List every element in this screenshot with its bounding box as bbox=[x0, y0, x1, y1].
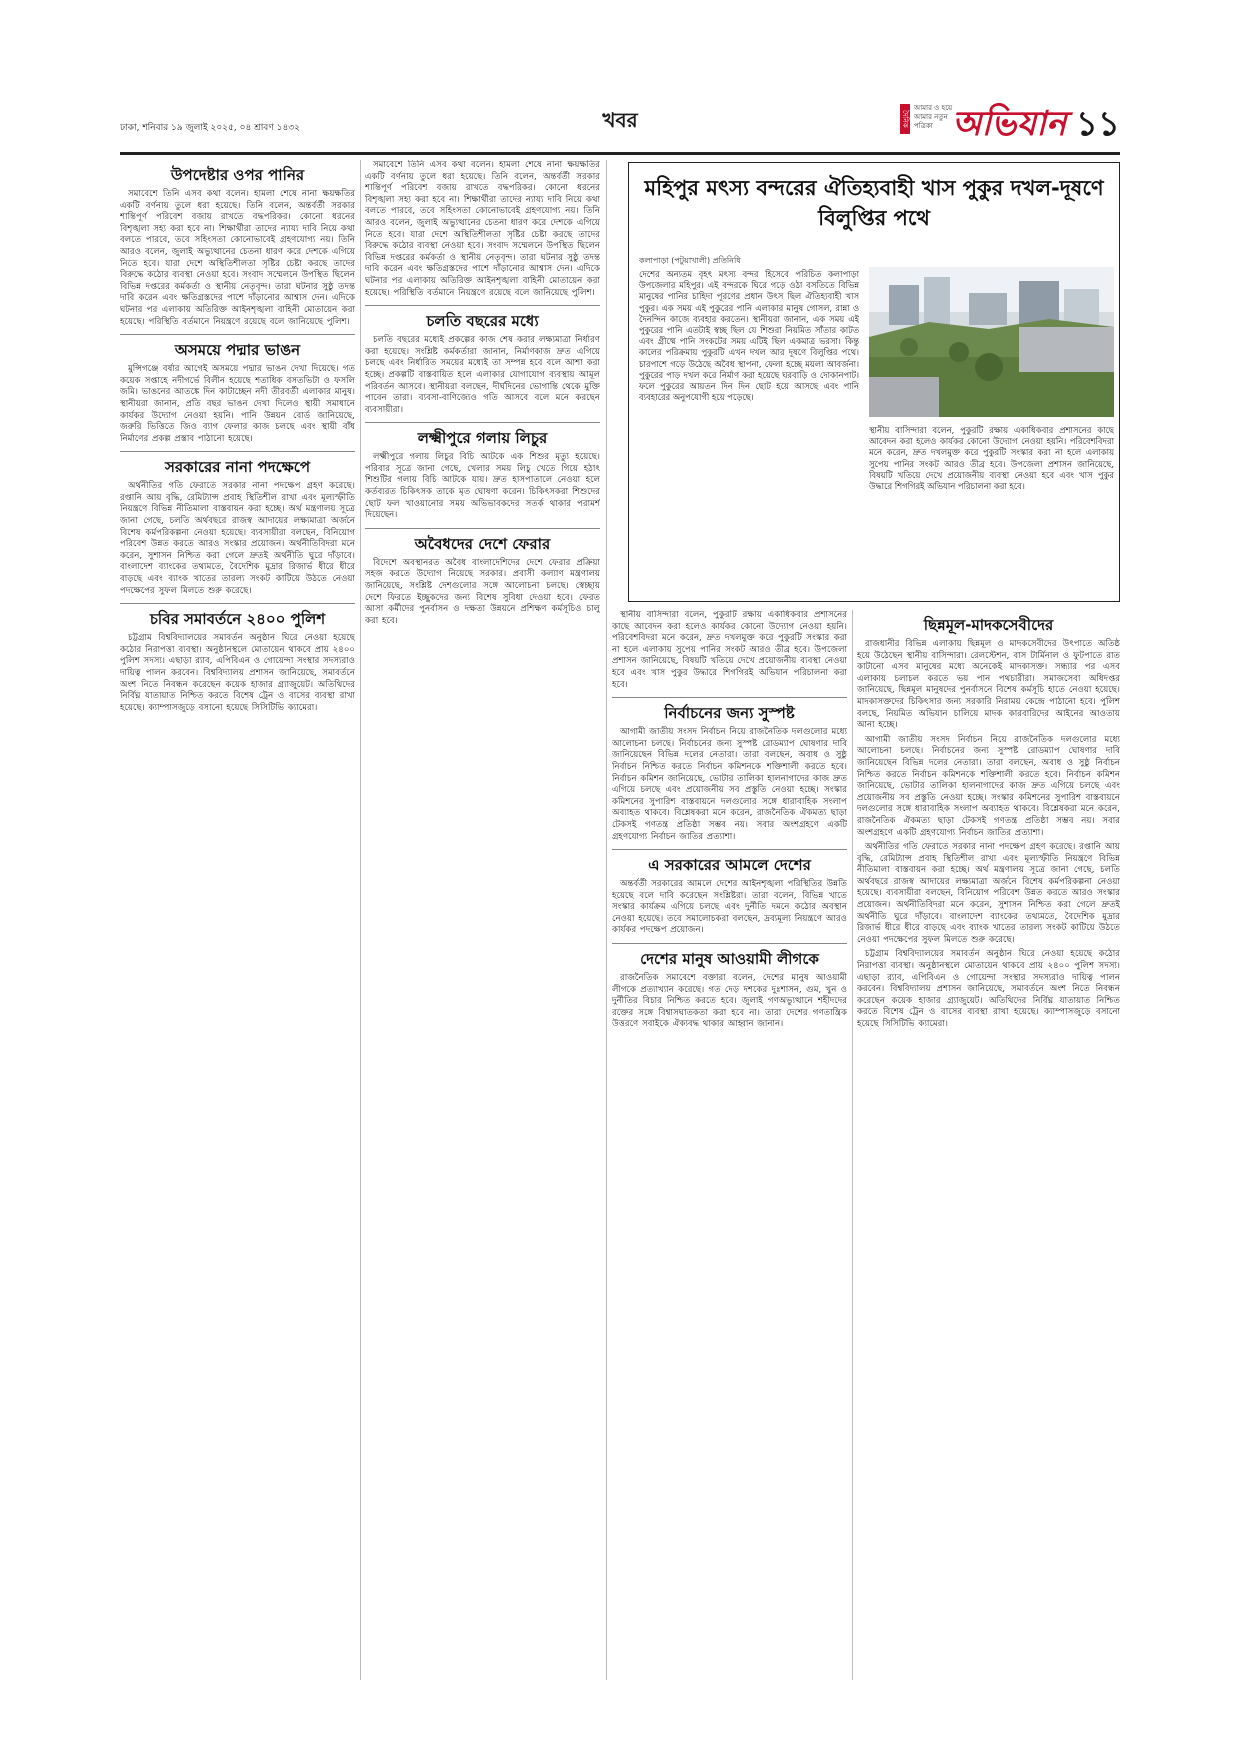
column-1 bbox=[120, 160, 355, 1680]
story-body: রাজধানীর বিভিন্ন এলাকায় ছিন্নমূল ও মাদকসেবীদের উৎপাতে অতিষ্ঠ হয়ে উঠেছেন স্থানীয় বাসিন্দারা। রেলস্টেশন, বাস টার্মিনাল ও ফুটপাতে রাত কাটানো এসব মানুষের মধ্যে অনেকেই মাদকাসক্ত। সন্ধ্যার পর এসব এলাকায় চলাচল করতে ভয় পান পথচারীরা। সমাজসেবা অধিদপ্তর জানিয়েছে, ছিন্নমূল মানুষদের পুনর্বাসনে বিশেষ কর্মসূচি হাতে নেওয়া হয়েছে। মাদকাসক্তদের চিকিৎসার জন্য সরকারি নিরাময় কেন্দ্রে পাঠানো হবে। পুলিশ বলছে, নিয়মিত অভিযান চালিয়ে মাদক কারবারিদের আইনের আওতায় আনা হচ্ছে। bbox=[857, 639, 1120, 731]
story-body: আগামী জাতীয় সংসদ নির্বাচন নিয়ে রাজনৈতিক দলগুলোর মধ্যে আলোচনা চলছে। নির্বাচনের জন্য সুস্পষ্ট রোডম্যাপ ঘোষণার দাবি জানিয়েছেন বিভিন্ন দলের নেতারা। তারা বলছেন, অবাধ ও সুষ্ঠু নির্বাচন নিশ্চিত করতে নির্বাচন কমিশনকে শক্তিশালী করতে হবে। নির্বাচন কমিশন জানিয়েছে, ভোটার তালিকা হালনাগাদের কাজ দ্রুত এগিয়ে চলছে এবং প্রয়োজনীয় সব প্রস্তুতি নেওয়া হচ্ছে। সংস্কার কমিশনের সুপারিশ বাস্তবায়নে দলগুলোর সঙ্গে ধারাবাহিক সংলাপ অব্যাহত থাকবে। বিশ্লেষকরা মনে করেন, রাজনৈতিক ঐকমত্য ছাড়া টেকসই গণতন্ত্র প্রতিষ্ঠা সম্ভব নয়। সবার অংশগ্রহণে একটি গ্রহণযোগ্য নির্বাচন জাতির প্রত্যাশা। bbox=[857, 734, 1120, 838]
story-body: সমাবেশে তিনি এসব কথা বলেন। হামলা শেষে নানা ক্ষয়ক্ষতির একটি বর্ণনায় তুলে ধরা হয়েছে। তিনি বলেন, অন্তর্বর্তী সরকার শান্তিপূর্ণ পরিবেশ বজায় রাখতে বদ্ধপরিকর। কোনো ধরনের বিশৃঙ্খলা সহ্য করা হবে না। শিক্ষার্থীরা তাদের ন্যায্য দাবি নিয়ে কথা বলতে পারবে, তবে সহিংসতা কোনোভাবেই গ্রহণযোগ্য নয়। তিনি আরও বলেন, জুলাই অভ্যুত্থানের চেতনা ধারণ করে দেশকে এগিয়ে নিতে হবে। যারা দেশে অস্থিতিশীলতা সৃষ্টির চেষ্টা করছে তাদের বিরুদ্ধে কঠোর ব্যবস্থা নেওয়া হবে। সংবাদ সম্মেলনে উপস্থিত ছিলেন বিভিন্ন দপ্তরের কর্মকর্তা ও স্থানীয় নেতৃবৃন্দ। তারা ঘটনার সুষ্ঠু তদন্ত দাবি করেন এবং ক্ষতিগ্রস্তদের পাশে দাঁড়ানোর আশ্বাস দেন। এদিকে ঘটনার পর এলাকায় অতিরিক্ত আইনশৃঙ্খলা বাহিনী মোতায়েন করা হয়েছে। পরিস্থিতি বর্তমানে নিয়ন্ত্রণে রয়েছে বলে জানিয়েছে পুলিশ। bbox=[120, 189, 355, 327]
header-divider bbox=[120, 152, 1120, 155]
story-body: চলতি বছরের মধ্যেই প্রকল্পের কাজ শেষ করার লক্ষ্যমাত্রা নির্ধারণ করা হয়েছে। সংশ্লিষ্ট কর্মকর্তারা জানান, নির্মাণকাজ দ্রুত এগিয়ে চলছে এবং নির্ধারিত সময়ের মধ্যেই তা সম্পন্ন হবে বলে আশা করা হচ্ছে। প্রকল্পটি বাস্তবায়িত হলে এলাকার যোগাযোগ ব্যবস্থায় আমূল পরিবর্তন আসবে। স্থানীয়রা বলছেন, দীর্ঘদিনের ভোগান্তি থেকে মুক্তি পাবেন তারা। ব্যবসা-বাণিজ্যেও গতি আসবে বলে মনে করছেন ব্যবসায়ীরা। bbox=[365, 335, 600, 415]
story-divider bbox=[120, 334, 355, 335]
story-divider bbox=[120, 603, 355, 604]
story-headline: দেশের মানুষ আওয়ামী লীগকে bbox=[640, 950, 819, 969]
story-body: চট্টগ্রাম বিশ্ববিদ্যালয়ের সমাবর্তন অনুষ্ঠান ঘিরে নেওয়া হয়েছে কঠোর নিরাপত্তা ব্যবস্থা। অনুষ্ঠানস্থলে মোতায়েন থাকবে প্রায় ২৪০০ পুলিশ সদস্য। এছাড়া র‍্যাব, এপিবিএন ও গোয়েন্দা সংস্থার সদস্যরাও দায়িত্ব পালন করবেন। বিশ্ববিদ্যালয় প্রশাসন জানিয়েছে, সমাবর্তনে অংশ নিতে নিবন্ধন করেছেন কয়েক হাজার গ্র্যাজুয়েট। অতিথিদের নির্বিঘ্ন যাতায়াত নিশ্চিত করতে বিশেষ ট্রেন ও বাসের ব্যবস্থা রাখা হয়েছে। ক্যাম্পাসজুড়ে বসানো হয়েছে সিসিটিভি ক্যামেরা। bbox=[120, 633, 355, 713]
story-body: স্থানীয় বাসিন্দারা বলেন, পুকুরটি রক্ষায় একাধিকবার প্রশাসনের কাছে আবেদন করা হলেও কার্যকর কোনো উদ্যোগ নেওয়া হয়নি। পরিবেশবিদরা মনে করেন, দ্রুত দখলমুক্ত করে পুকুরটি সংস্কার করা না হলে এলাকায় সুপেয় পানির সংকট আরও তীব্র হবে। উপজেলা প্রশাসন জানিয়েছে, বিষয়টি খতিয়ে দেখে প্রয়োজনীয় ব্যবস্থা নেওয়া হবে এবং খাস পুকুর উদ্ধারে শিগগিরই অভিযান পরিচালনা করা হবে। bbox=[612, 610, 847, 690]
story-divider bbox=[365, 422, 600, 423]
story-body: বিদেশে অবস্থানরত অবৈধ বাংলাদেশিদের দেশে ফেরার প্রক্রিয়া সহজ করতে উদ্যোগ নিয়েছে সরকার। প্রবাসী কল্যাণ মন্ত্রণালয় জানিয়েছে, সংশ্লিষ্ট দেশগুলোর সঙ্গে আলোচনা চলছে। স্বেচ্ছায় দেশে ফিরতে ইচ্ছুকদের জন্য বিশেষ সুবিধা দেওয়া হবে। ফেরত আসা কর্মীদের পুনর্বাসন ও দক্ষতা উন্নয়নে প্রশিক্ষণ কর্মসূচিও চালু করা হবে। bbox=[365, 557, 600, 626]
story-divider bbox=[612, 697, 847, 698]
story-body: অর্থনীতির গতি ফেরাতে সরকার নানা পদক্ষেপ গ্রহণ করেছে। রপ্তানি আয় বৃদ্ধি, রেমিট্যান্স প্রবাহ স্থিতিশীল রাখা এবং মূল্যস্ফীতি নিয়ন্ত্রণে বিভিন্ন নীতিমালা বাস্তবায়ন করা হচ্ছে। অর্থ মন্ত্রণালয় সূত্রে জানা গেছে, চলতি অর্থবছরে রাজস্ব আদায়ের লক্ষ্যমাত্রা অর্জনে বিশেষ কর্মপরিকল্পনা নেওয়া হয়েছে। ব্যবসায়ীরা বলছেন, বিনিয়োগ পরিবেশ উন্নত করতে আরও সংস্কার প্রয়োজন। অর্থনীতিবিদরা মনে করেন, সুশাসন নিশ্চিত করা গেলে দ্রুতই অর্থনীতি ঘুরে দাঁড়াবে। বাংলাদেশ ব্যাংকের তথ্যমতে, বৈদেশিক মুদ্রার রিজার্ভ ধীরে ধীরে বাড়ছে এবং ব্যাংক খাতের তারল্য সংকট কাটিয়ে উঠতে নেওয়া পদক্ষেপের সুফল মিলতে শুরু করেছে। bbox=[857, 842, 1120, 945]
feature-headline: মহিপুর মৎস্য বন্দরের ঐতিহ্যবাহী খাস পুকুর দখল-দূষণে বিলুপ্তির পথে bbox=[644, 176, 1104, 230]
date-line: ঢাকা, শনিবার ১৯ জুলাই ২০২৫, ০৪ শ্রাবণ ১৪৩২ bbox=[120, 123, 300, 133]
column-divider bbox=[606, 160, 607, 1680]
story-headline: অবৈধদের দেশে ফেরার bbox=[414, 534, 551, 553]
story-headline: সরকারের নানা পদক্ষেপে bbox=[164, 458, 311, 477]
story-divider bbox=[365, 305, 600, 306]
story-headline: চবির সমাবর্তনে ২৪০০ পুলিশ bbox=[149, 610, 326, 629]
story-headline: নির্বাচনের জন্য সুস্পষ্ট bbox=[664, 704, 795, 723]
story-body: আগামী জাতীয় সংসদ নির্বাচন নিয়ে রাজনৈতিক দলগুলোর মধ্যে আলোচনা চলছে। নির্বাচনের জন্য সুস্পষ্ট রোডম্যাপ ঘোষণার দাবি জানিয়েছেন বিভিন্ন দলের নেতারা। তারা বলছেন, অবাধ ও সুষ্ঠু নির্বাচন নিশ্চিত করতে নির্বাচন কমিশনকে শক্তিশালী করতে হবে। নির্বাচন কমিশন জানিয়েছে, ভোটার তালিকা হালনাগাদের কাজ দ্রুত এগিয়ে চলছে এবং প্রয়োজনীয় সব প্রস্তুতি নেওয়া হচ্ছে। সংস্কার কমিশনের সুপারিশ বাস্তবায়নে দলগুলোর সঙ্গে ধারাবাহিক সংলাপ অব্যাহত থাকবে। বিশ্লেষকরা মনে করেন, রাজনৈতিক ঐকমত্য ছাড়া টেকসই গণতন্ত্র প্রতিষ্ঠা সম্ভব নয়। সবার অংশগ্রহণে একটি গ্রহণযোগ্য নির্বাচন জাতির প্রত্যাশা। bbox=[612, 727, 847, 842]
story-divider bbox=[365, 528, 600, 529]
story-body: চট্টগ্রাম বিশ্ববিদ্যালয়ের সমাবর্তন অনুষ্ঠান ঘিরে নেওয়া হয়েছে কঠোর নিরাপত্তা ব্যবস্থা। অনুষ্ঠানস্থলে মোতায়েন থাকবে প্রায় ২৪০০ পুলিশ সদস্য। এছাড়া র‍্যাব, এপিবিএন ও গোয়েন্দা সংস্থার সদস্যরাও দায়িত্ব পালন করবেন। বিশ্ববিদ্যালয় প্রশাসন জানিয়েছে, সমাবর্তনে অংশ নিতে নিবন্ধন করেছেন কয়েক হাজার গ্র্যাজুয়েট। অতিথিদের নির্বিঘ্ন যাতায়াত নিশ্চিত করতে বিশেষ ট্রেন ও বাসের ব্যবস্থা রাখা হয়েছে। ক্যাম্পাসজুড়ে বসানো হয়েছে সিসিটিভি ক্যামেরা। bbox=[857, 949, 1120, 1029]
story-divider bbox=[120, 451, 355, 452]
column-2 bbox=[365, 160, 600, 1680]
story-divider bbox=[612, 943, 847, 944]
story-body: সমাবেশে তিনি এসব কথা বলেন। হামলা শেষে নানা ক্ষয়ক্ষতির একটি বর্ণনায় তুলে ধরা হয়েছে। তিনি বলেন, অন্তর্বর্তী সরকার শান্তিপূর্ণ পরিবেশ বজায় রাখতে বদ্ধপরিকর। কোনো ধরনের বিশৃঙ্খলা সহ্য করা হবে না। শিক্ষার্থীরা তাদের ন্যায্য দাবি নিয়ে কথা বলতে পারবে, তবে সহিংসতা কোনোভাবেই গ্রহণযোগ্য নয়। তিনি আরও বলেন, জুলাই অভ্যুত্থানের চেতনা ধারণ করে দেশকে এগিয়ে নিতে হবে। যারা দেশে অস্থিতিশীলতা সৃষ্টির চেষ্টা করছে তাদের বিরুদ্ধে কঠোর ব্যবস্থা নেওয়া হবে। সংবাদ সম্মেলনে উপস্থিত ছিলেন বিভিন্ন দপ্তরের কর্মকর্তা ও স্থানীয় নেতৃবৃন্দ। তারা ঘটনার সুষ্ঠু তদন্ত দাবি করেন এবং ক্ষতিগ্রস্তদের পাশে দাঁড়ানোর আশ্বাস দেন। এদিকে ঘটনার পর এলাকায় অতিরিক্ত আইনশৃঙ্খলা বাহিনী মোতায়েন করা হয়েছে। পরিস্থিতি বর্তমানে নিয়ন্ত্রণে রয়েছে বলে জানিয়েছে পুলিশ। bbox=[365, 160, 600, 298]
story-body: রাজনৈতিক সমাবেশে বক্তারা বলেন, দেশের মানুষ আওয়ামী লীগকে প্রত্যাখ্যান করেছে। গত দেড় দশকের দুঃশাসন, গুম, খুন ও দুর্নীতির বিচার নিশ্চিত করতে হবে। জুলাই গণঅভ্যুত্থানে শহীদদের রক্তের সঙ্গে বিশ্বাসঘাতকতা করা হবে না। তারা দেশের গণতান্ত্রিক উত্তরণে সবাইকে ঐক্যবদ্ধ থাকার আহ্বান জানান। bbox=[612, 973, 847, 1030]
story-headline: চলতি বছরের মধ্যে bbox=[426, 312, 539, 331]
section-title: খবর bbox=[602, 108, 638, 132]
story-divider bbox=[612, 849, 847, 850]
feature-story bbox=[628, 162, 1120, 602]
column-divider bbox=[852, 610, 853, 1680]
story-body: অর্থনীতির গতি ফেরাতে সরকার নানা পদক্ষেপ গ্রহণ করেছে। রপ্তানি আয় বৃদ্ধি, রেমিট্যান্স প্রবাহ স্থিতিশীল রাখা এবং মূল্যস্ফীতি নিয়ন্ত্রণে বিভিন্ন নীতিমালা বাস্তবায়ন করা হচ্ছে। অর্থ মন্ত্রণালয় সূত্রে জানা গেছে, চলতি অর্থবছরে রাজস্ব আদায়ের লক্ষ্যমাত্রা অর্জনে বিশেষ কর্মপরিকল্পনা নেওয়া হয়েছে। ব্যবসায়ীরা বলছেন, বিনিয়োগ পরিবেশ উন্নত করতে আরও সংস্কার প্রয়োজন। অর্থনীতিবিদরা মনে করেন, সুশাসন নিশ্চিত করা গেলে দ্রুতই অর্থনীতি ঘুরে দাঁড়াবে। বাংলাদেশ ব্যাংকের তথ্যমতে, বৈদেশিক মুদ্রার রিজার্ভ ধীরে ধীরে বাড়ছে এবং ব্যাংক খাতের তারল্য সংকট কাটিয়ে উঠতে নেওয়া পদক্ষেপের সুফল মিলতে শুরু করেছে। bbox=[120, 481, 355, 596]
brand-tagline: আমার ও হয়ে আমার নতুন পত্রিকা bbox=[914, 104, 953, 130]
story-body: লক্ষ্মীপুরে গলায় লিচুর বিচি আটকে এক শিশুর মৃত্যু হয়েছে। পরিবার সূত্রে জানা গেছে, খেলার সময় লিচু খেতে গিয়ে হঠাৎ শিশুটির গলায় বিচি আটকে যায়। দ্রুত হাসপাতালে নেওয়া হলে কর্তব্যরত চিকিৎসক তাকে মৃত ঘোষণা করেন। চিকিৎসকরা শিশুদের ছোট ফল খাওয়ানোর সময় অভিভাবকদের সতর্ক থাকার পরামর্শ দিয়েছেন। bbox=[365, 452, 600, 521]
newspaper-logo bbox=[900, 100, 1067, 144]
column-divider bbox=[360, 160, 361, 1680]
story-headline: উপদেষ্টার ওপর পানির bbox=[170, 166, 305, 184]
story-headline: অসময়ে পদ্মার ভাঙন bbox=[174, 341, 301, 360]
story-body: অন্তর্বর্তী সরকারের আমলে দেশের আইনশৃঙ্খলা পরিস্থিতির উন্নতি হয়েছে বলে দাবি করেছেন সংশ্লিষ্টরা। তারা বলেন, বিভিন্ন খাতে সংস্কার কার্যক্রম এগিয়ে চলছে এবং দুর্নীতি দমনে কঠোর অবস্থান নেওয়া হয়েছে। তবে সমালোচকরা বলছেন, দ্রব্যমূল্য নিয়ন্ত্রণে আরও কার্যকর পদক্ষেপ প্রয়োজন। bbox=[612, 879, 847, 936]
page-header bbox=[120, 98, 1120, 152]
column-4 bbox=[857, 610, 1120, 1680]
story-headline: লক্ষ্মীপুরে গলায় লিচুর bbox=[417, 429, 548, 448]
feature-body: স্থানীয় বাসিন্দারা বলেন, পুকুরটি রক্ষায় একাধিকবার প্রশাসনের কাছে আবেদন করা হলেও কার্যকর কোনো উদ্যোগ নেওয়া হয়নি। পরিবেশবিদরা মনে করেন, দ্রুত দখলমুক্ত করে পুকুরটি সংস্কার করা না হলে এলাকায় সুপেয় পানির সংকট আরও তীব্র হবে। উপজেলা প্রশাসন জানিয়েছে, বিষয়টি খতিয়ে দেখে প্রয়োজনীয় ব্যবস্থা নেওয়া হবে এবং খাস পুকুর উদ্ধারে শিগগিরই অভিযান পরিচালনা করা হবে। bbox=[869, 425, 1114, 492]
feature-byline: কলাপাড়া (পটুয়াখালী) প্রতিনিধি bbox=[639, 256, 741, 265]
page-number: ১১ bbox=[1075, 104, 1120, 144]
feature-photo bbox=[869, 267, 1114, 417]
column-3 bbox=[612, 610, 847, 1680]
story-headline: এ সরকারের আমলে দেশের bbox=[648, 856, 811, 875]
pond-photo-illustration bbox=[869, 267, 1114, 417]
brand-name: অভিযান bbox=[952, 104, 1067, 144]
story-body: মুন্সিগঞ্জে বর্ষার আগেই অসময়ে পদ্মার ভাঙন দেখা দিয়েছে। গত কয়েক সপ্তাহে নদীগর্ভে বিলীন হয়েছে শতাধিক বসতভিটা ও ফসলি জমি। ভাঙনের আতঙ্কে দিন কাটাচ্ছেন নদী তীরবর্তী এলাকার মানুষ। স্থানীয়রা জানান, প্রতি বছর ভাঙন দেখা দিলেও স্থায়ী সমাধানে কার্যকর উদ্যোগ নেওয়া হয়নি। পানি উন্নয়ন বোর্ড জানিয়েছে, জরুরি ভিত্তিতে জিও ব্যাগ ফেলার কাজ চলছে এবং স্থায়ী বাঁধ নির্মাণের প্রকল্প প্রস্তাব পাঠানো হয়েছে। bbox=[120, 364, 355, 444]
feature-body: দেশের অন্যতম বৃহৎ মৎস্য বন্দর হিসেবে পরিচিত কলাপাড়া উপজেলার মহিপুর। এই বন্দরকে ঘিরে গড়ে ওঠা বসতিতে বিভিন্ন মানুষের পানির চাহিদা পূরণের প্রধান উৎস ছিল ঐতিহ্যবাহী খাস পুকুর। এক সময় এই পুকুরের পানি এলাকার মানুষ গোসল, রান্না ও দৈনন্দিন কাজে ব্যবহার করতেন। স্থানীয়রা জানান, এক সময় এই পুকুরের পানি এতটাই স্বচ্ছ ছিল যে শিশুরা নিয়মিত সাঁতার কাটত এবং গ্রীষ্মে পানি সংকটের সময় এটিই ছিল একমাত্র ভরসা। কিন্তু কালের পরিক্রমায় পুকুরটি এখন দখল আর দূষণে বিলুপ্তির পথে। চারপাশে গড়ে উঠেছে অবৈধ স্থাপনা, ফেলা হচ্ছে ময়লা আবর্জনা। পুকুরের পাড় দখল করে নির্মাণ করা হয়েছে ঘরবাড়ি ও দোকানপাট। ফলে পুকুরের আয়তন দিন দিন ছোট হয়ে আসছে এবং পানি ব্যবহারের অনুপযোগী হয়ে পড়েছে। bbox=[639, 269, 859, 403]
story-headline: ছিন্নমূল-মাদকসেবীদের bbox=[923, 616, 1054, 634]
brand-tag: দৈনিক bbox=[900, 104, 910, 134]
